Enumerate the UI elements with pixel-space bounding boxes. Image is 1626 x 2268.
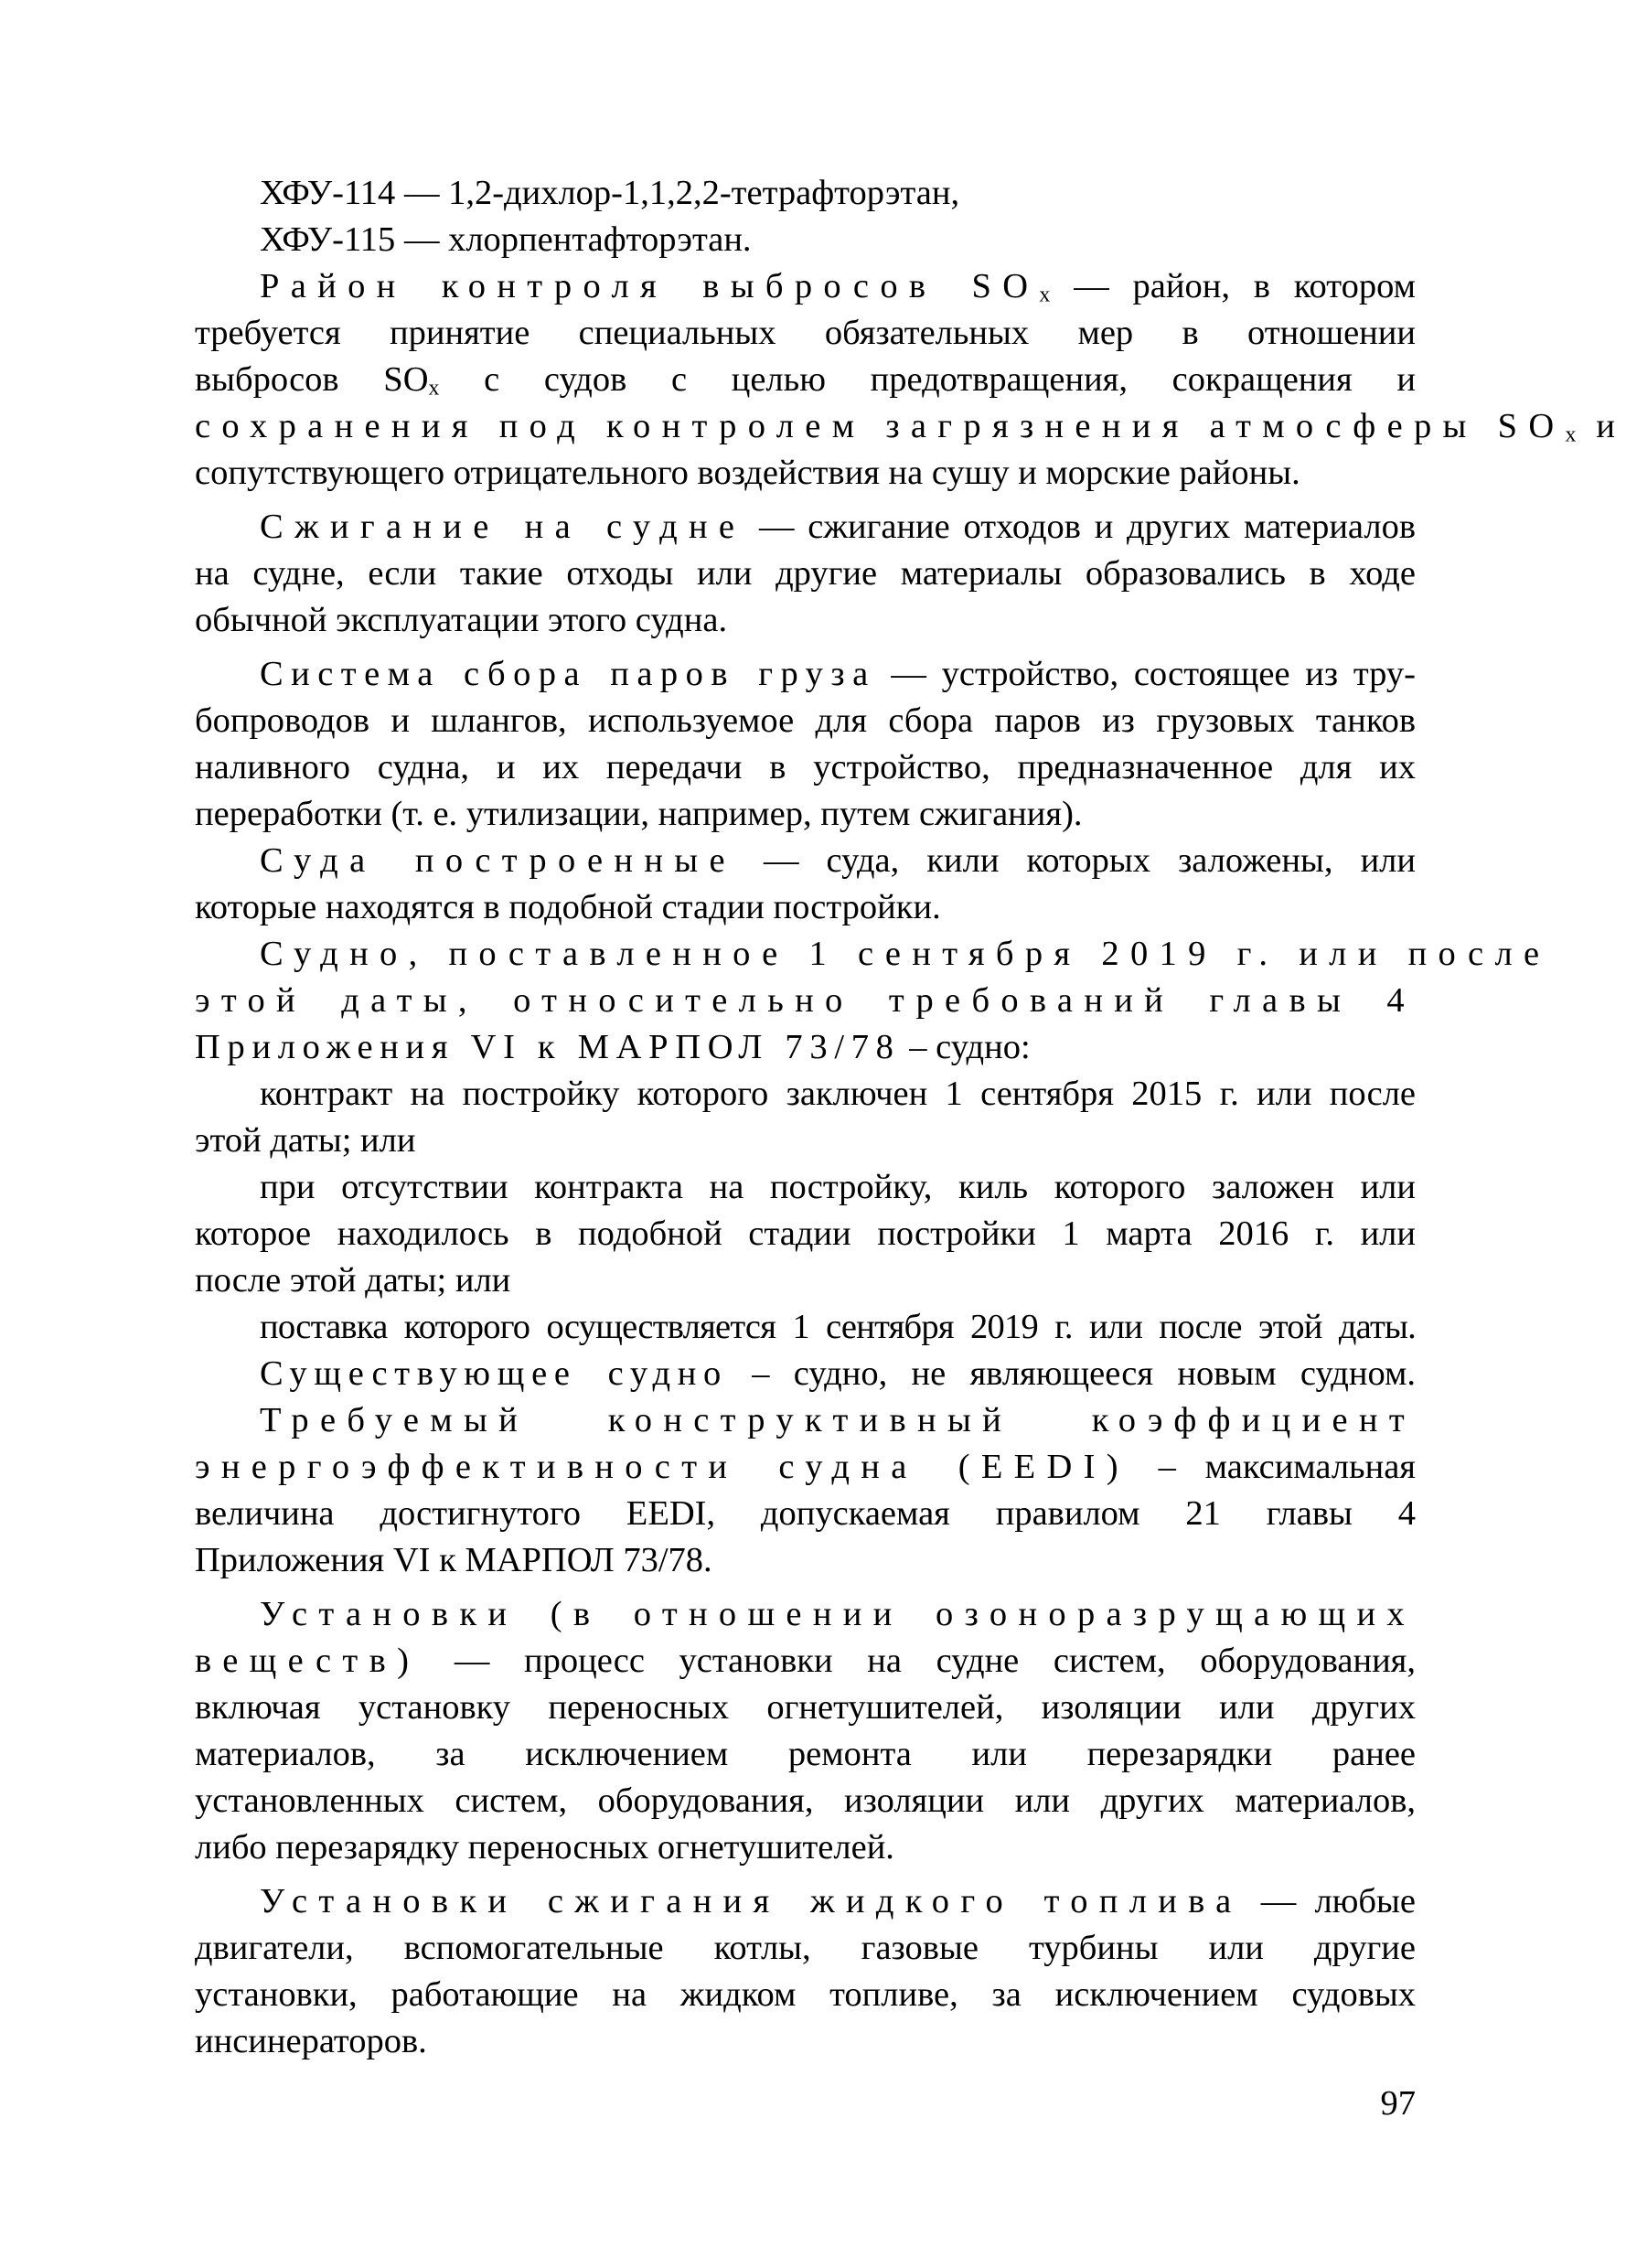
paragraph-installations-ods xyxy=(195,1591,1416,1871)
term: Система сбора паров груза xyxy=(260,655,876,693)
text-line: поставка которого осуществляется 1 сентября 2019 г. или после этой даты. xyxy=(260,1308,1416,1346)
text-line xyxy=(195,651,1416,698)
text-line: после этой даты; или xyxy=(195,1261,511,1300)
text-line: выбросов SOx с судов с целью предотвращения, сокращения и xyxy=(195,360,1416,401)
text-line: установки, работающие на жидком топливе, за исключением судовых xyxy=(195,1975,1416,2014)
paragraph-ship-delivered xyxy=(195,931,1551,1351)
text-line: сопутствующего отрицательного воздействия на сушу и морские районы. xyxy=(195,454,1300,492)
text-line: энергоэффективности судна (EEDI) – максимальная xyxy=(195,1448,1417,1486)
subscript-x: x xyxy=(428,376,440,401)
term: ХФУ-115 xyxy=(260,220,396,259)
term: Район контроля выбросов SOx xyxy=(260,267,1051,307)
text-line: наливного судна, и их передачи в устройство, предназначенное для их xyxy=(195,748,1416,786)
definition-text: — суда, кили которых заложены, или xyxy=(735,841,1417,880)
text-line: переработки (т. е. утилизации, например, путем сжигания). xyxy=(195,795,1083,833)
text-line: Судно, поставленное 1 сентября 2019 г. или после xyxy=(260,935,1551,973)
definition-text: 1,2-дихлор-1,1,2,2-тетрафторэтан, xyxy=(448,174,960,212)
definition-hfu115 xyxy=(195,217,1416,263)
text-line: материалов, за исключением ремонта или перезарядки ранее xyxy=(195,1735,1416,1773)
text-line: которые находятся в подобной стадии постройки. xyxy=(195,888,941,926)
term: ХФУ-114 xyxy=(260,174,396,212)
text-line: Приложения VI к МАРПОЛ 73/78. xyxy=(195,1541,712,1579)
definition-text: — устройство, состоящее из тру- xyxy=(875,655,1416,693)
text-line xyxy=(195,838,1416,884)
text-line: включая установку переносных огнетушителей, изоляции или других xyxy=(195,1688,1416,1727)
text-line: бопроводов и шлангов, используемое для сбора паров из грузовых танков xyxy=(195,701,1416,740)
text-line: либо перезарядку переносных огнетушителей. xyxy=(195,1828,894,1867)
text-line xyxy=(195,1878,1416,1925)
text-line: сохранения под контролем загрязнения атмосферы SOx и xyxy=(195,407,1626,447)
term: Существующее судно xyxy=(260,1354,728,1393)
paragraph-vapour-collection-system xyxy=(195,651,1416,838)
paragraph-shipboard-incineration xyxy=(195,504,1416,644)
text-line: которое находилось в подобной стадии постройки 1 марта 2016 г. или xyxy=(195,1214,1416,1253)
subscript-x: x xyxy=(1565,423,1577,447)
text-line: на судне, если такие отходы или другие материалы образовались в ходе xyxy=(195,554,1416,593)
text-line: веществ) — процесс установки на судне систем, оборудования, xyxy=(195,1642,1416,1680)
text-line: при отсутствии контракта на постройку, киль которого заложен или xyxy=(260,1168,1416,1206)
text-line: Приложения VI к МАРПОЛ 73/78 – судно: xyxy=(195,1028,1031,1066)
definition-hfu114 xyxy=(195,170,1416,217)
term: Суда построенные xyxy=(260,841,736,880)
text-line: Установки (в отношении озоноразрущающих xyxy=(260,1595,1416,1633)
paragraph-fuel-oil-combustion-units xyxy=(195,1878,1416,2065)
text-line xyxy=(195,504,1416,551)
definition-text: — район, в котором xyxy=(1050,267,1416,305)
dash: — xyxy=(395,174,449,212)
text-line xyxy=(195,263,1416,310)
subscript-x: x xyxy=(1039,283,1051,307)
text-line: контракт на постройку которого заключен 1 сентября 2015 г. или после xyxy=(260,1075,1416,1113)
paragraph-existing-ship xyxy=(195,1351,1416,1397)
text-line: инсинераторов. xyxy=(195,2022,427,2060)
definition-text: — сжигание отходов и других материалов xyxy=(745,508,1416,546)
text-line: этой даты; или xyxy=(195,1121,416,1160)
page-number: 97 xyxy=(1380,2084,1416,2123)
paragraph-required-eedi xyxy=(195,1397,1416,1584)
definition-text: — любые xyxy=(1242,1882,1416,1920)
text-line xyxy=(195,1351,1416,1397)
term: Установки сжигания жидкого топлива xyxy=(260,1882,1243,1920)
definition-text: – судно, не являющееся новым судном. xyxy=(727,1354,1416,1393)
dash: — xyxy=(395,220,449,259)
term: Сжигание на судне xyxy=(260,508,746,546)
paragraph-sox-emission-control-area xyxy=(195,263,1626,497)
text-line: величина достигнутого EEDI, допускаемая правилом 21 главы 4 xyxy=(195,1494,1416,1533)
text-line: двигатели, вспомогательные котлы, газовые турбины или другие xyxy=(195,1929,1416,1967)
text-line: установленных систем, оборудования, изоляции или других материалов, xyxy=(195,1781,1416,1820)
text-line: требуется принятие специальных обязательных мер в отношении xyxy=(195,314,1416,352)
text-line: обычной эксплуатации этого судна. xyxy=(195,601,728,639)
definition-text: хлорпентафторэтан. xyxy=(448,220,752,259)
text-line: Требуемый конструктивный коэффициент xyxy=(260,1401,1416,1439)
paragraph-ships-constructed xyxy=(195,838,1416,931)
text-line: этой даты, относительно требований главы 4 xyxy=(195,981,1416,1020)
